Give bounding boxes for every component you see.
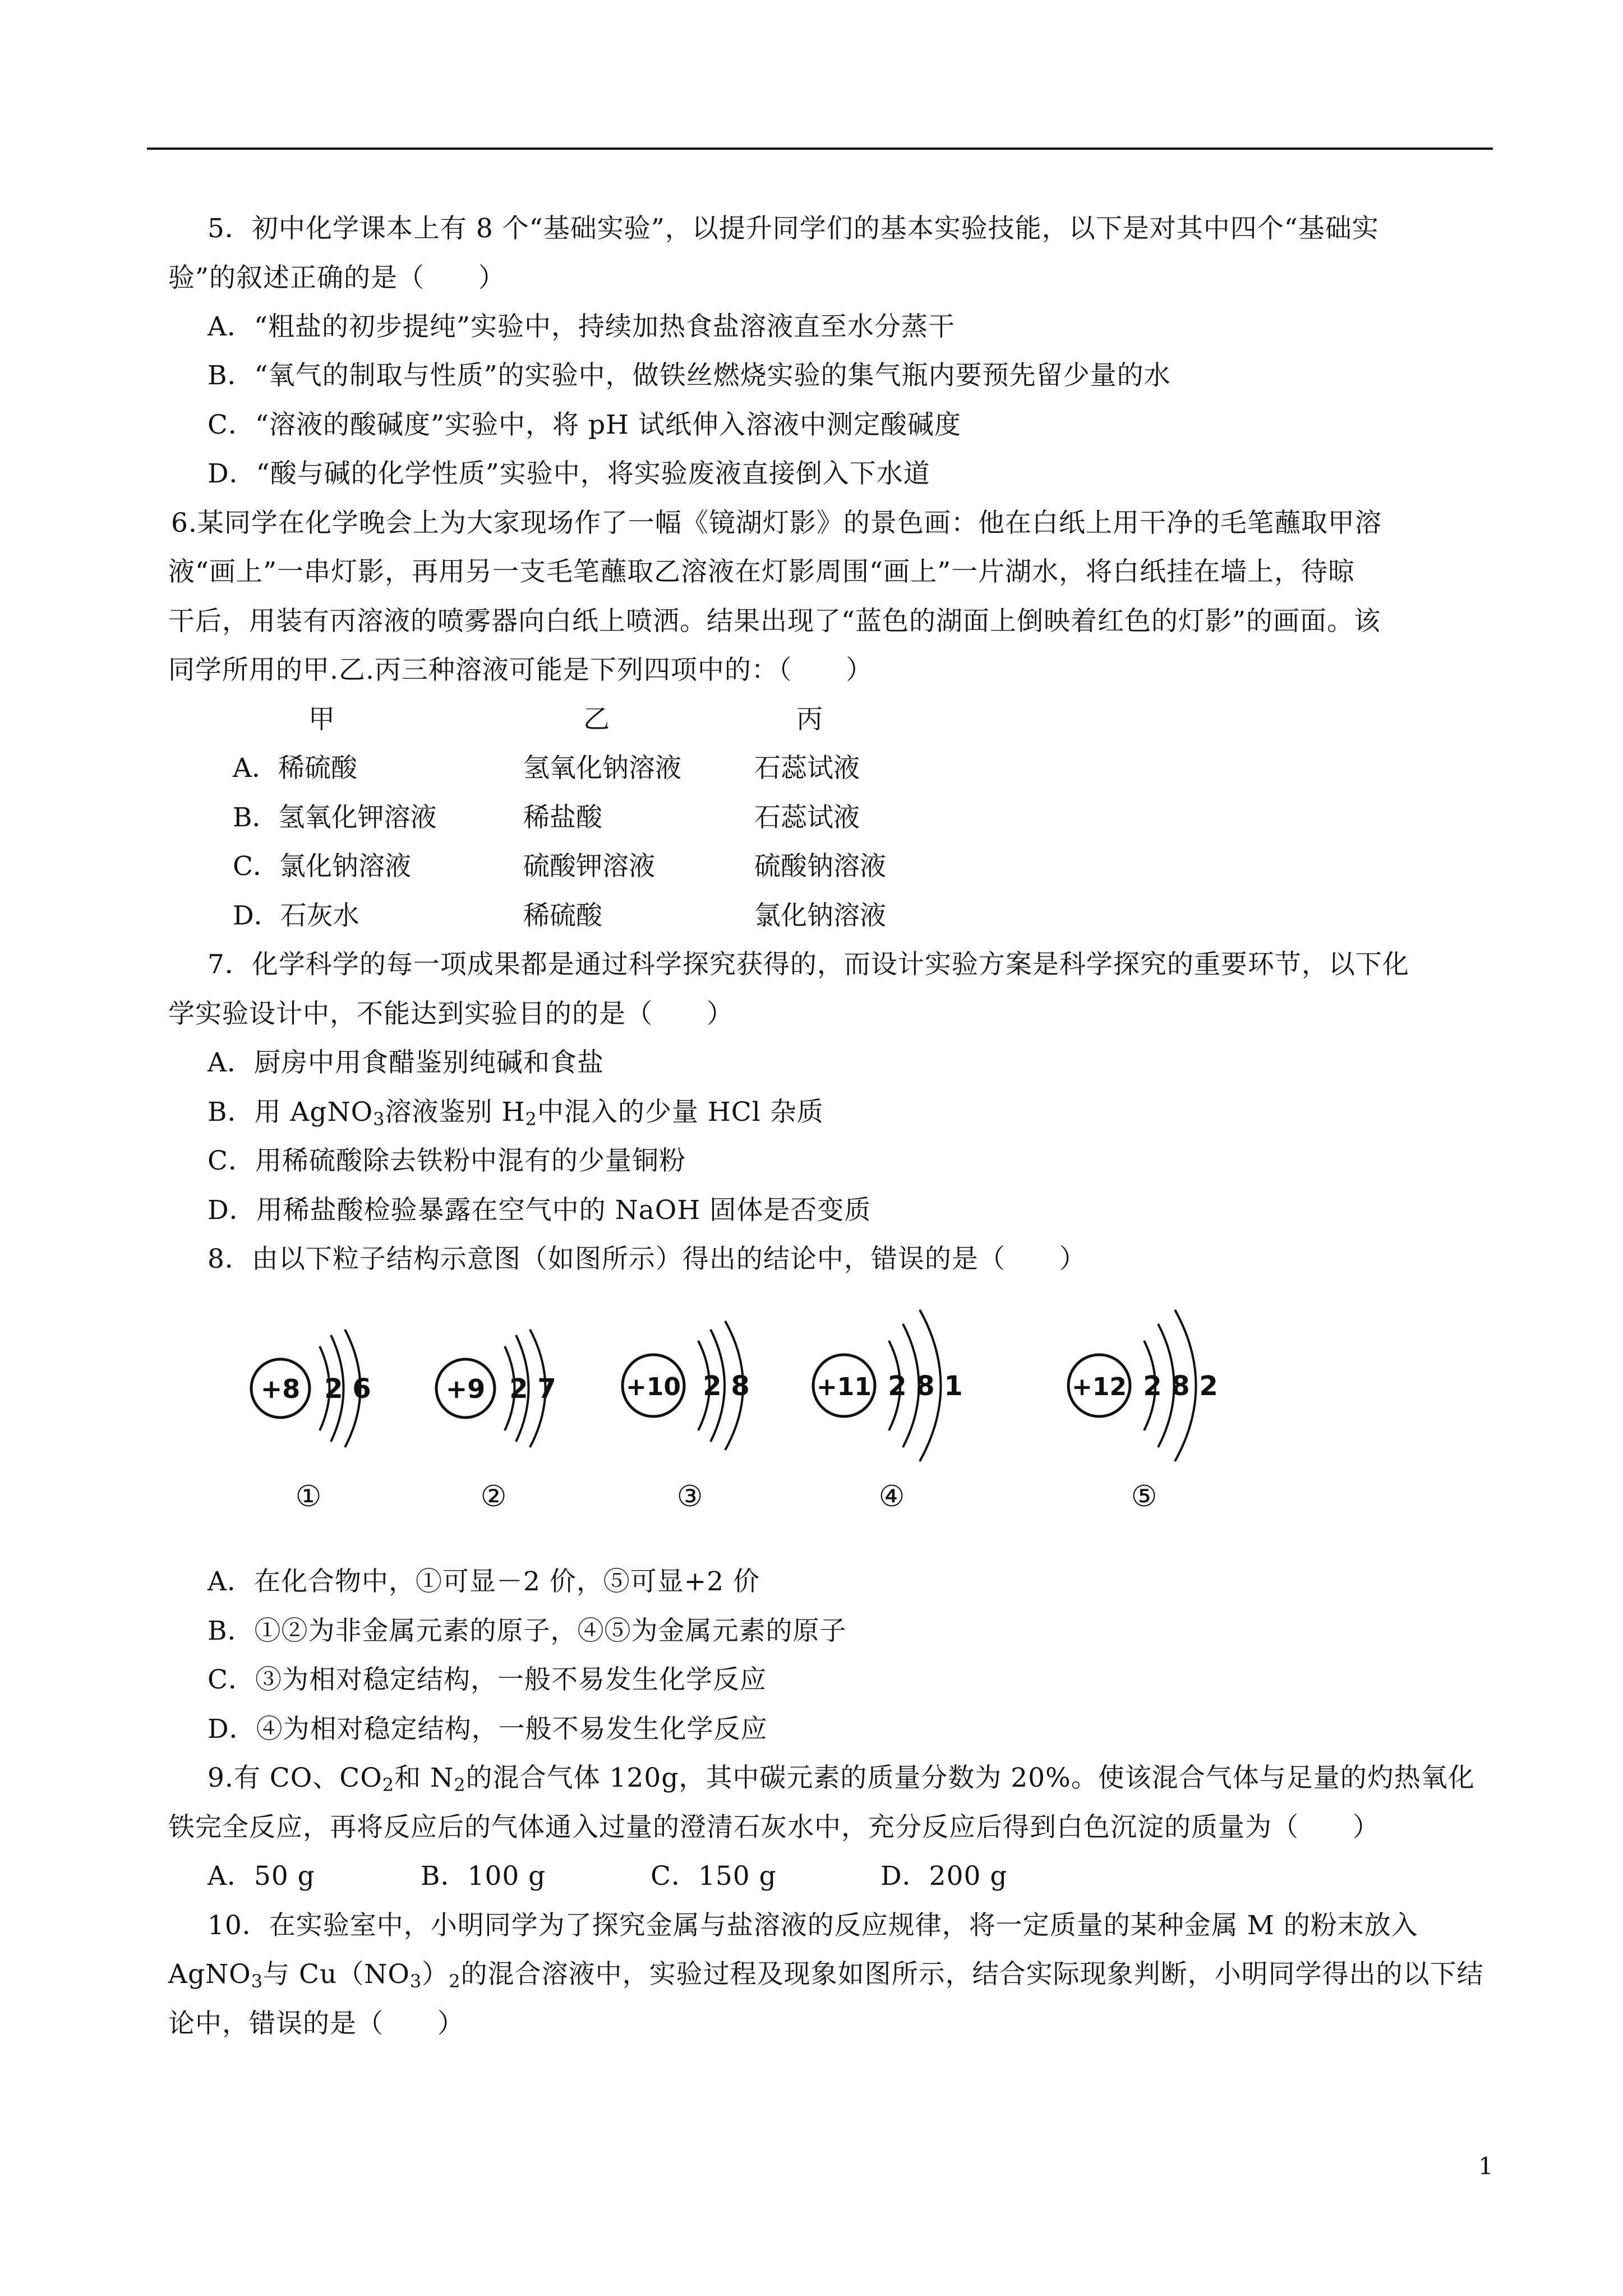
q9-option-d: D．200 g — [880, 1861, 1008, 1892]
q6-stem-4: 同学所用的甲.乙.丙三种溶液可能是下列四项中的：（ ） — [168, 655, 873, 685]
q6-header-bing: 丙 — [796, 704, 823, 735]
q5-option-b: B．“氧气的制取与性质”的实验中，做铁丝燃烧实验的集气瓶内要预先留少量的水 — [208, 360, 1171, 391]
q6-row-c-bing: 硫酸钠溶液 — [754, 851, 886, 882]
q5-option-a: A．“粗盐的初步提纯”实验中，持续加热食盐溶液直至水分蒸干 — [208, 311, 955, 342]
q7-option-a: A．厨房中用食醋鉴别纯碱和食盐 — [208, 1047, 604, 1078]
atom-5-label: ⑤ — [1131, 1480, 1158, 1513]
q6-row-d-yi: 稀硫酸 — [523, 900, 602, 931]
q8-option-a: A．在化合物中，①可显－2 价，⑤可显+2 价 — [208, 1566, 760, 1597]
particle-structure-diagrams — [241, 1307, 1363, 1531]
atom-4-diagram — [813, 1310, 963, 1513]
q6-row-b-bing: 石蕊试液 — [754, 802, 860, 833]
atom-3-nucleus: +10 — [625, 1373, 681, 1401]
q6-stem-1: 6.某同学在化学晚会上为大家现场作了一幅《镜湖灯影》的景色画：他在白纸上用干净的毛笔蘸取甲溶 — [171, 508, 1382, 539]
q7-stem-2: 学实验设计中，不能达到实验目的的是（ ） — [168, 999, 734, 1029]
q5-option-d: D．“酸与碱的化学性质”实验中，将实验废液直接倒入下水道 — [208, 458, 930, 489]
atom-1-nucleus: +8 — [260, 1374, 301, 1404]
q9-option-c: C．150 g — [651, 1861, 777, 1892]
q10-stem-1: 10．在实验室中，小明同学为了探究金属与盐溶液的反应规律，将一定质量的某种金属 M 的粉末放入 — [208, 1910, 1418, 1941]
q6-stem-3: 干后，用装有丙溶液的喷雾器向白纸上喷洒。结果出现了“蓝色的湖面上倒映着红色的灯影”的画面。该 — [168, 606, 1381, 637]
q10-stem-2: AgNO$_3$与 $Cu(NO_3)_2$的混合溶液中，实验过程及现象如图所示，结合实际现象判断，小明同学得出的以下结 — [168, 1959, 1484, 1992]
q6-header-yi: 乙 — [583, 704, 610, 735]
q7-option-d: D．用稀盐酸检验暴露在空气中的 NaOH 固体是否变质 — [208, 1195, 872, 1226]
atom-2-shells: 2 7 — [509, 1373, 556, 1405]
atom-4-shells: 2 8 1 — [888, 1370, 963, 1402]
q6-row-b-yi: 稀盐酸 — [523, 802, 602, 833]
atom-1-shells: 2 6 — [324, 1373, 371, 1405]
q8-stem: 8．由以下粒子结构示意图（如图所示）得出的结论中，错误的是（ ） — [208, 1244, 1086, 1274]
q6-row-d-bing: 氯化钠溶液 — [754, 900, 886, 931]
atom-2-nucleus: +9 — [445, 1374, 486, 1404]
atom-3-label: ③ — [676, 1480, 703, 1513]
q9-option-a: A．50 g — [208, 1861, 315, 1892]
q6-row-a-yi: 氢氧化钠溶液 — [523, 753, 681, 784]
q6-stem-2: 液“画上”一串灯影，再用另一支毛笔蘸取乙溶液在灯影周围“画上”一片湖水，将白纸挂在墙上，待晾 — [168, 556, 1355, 587]
q8-option-c: C．③为相对稳定结构，一般不易发生化学反应 — [208, 1664, 767, 1695]
q6-row-d-jia: D．石灰水 — [233, 900, 359, 931]
atom-2-diagram — [436, 1329, 556, 1513]
q5-stem-1: 5．初中化学课本上有 8 个“基础实验”，以提升同学们的基本实验技能，以下是对其中四个“基础实 — [208, 213, 1379, 244]
q8-option-b: B．①②为非金属元素的原子，④⑤为金属元素的原子 — [208, 1616, 847, 1646]
q9-option-b: B．100 g — [421, 1861, 546, 1892]
atom-2-label: ② — [480, 1480, 507, 1513]
q6-row-c-yi: 硫酸钾溶液 — [523, 851, 655, 882]
header-rule — [147, 148, 1493, 150]
q7-option-c: C．用稀硫酸除去铁粉中混有的少量铜粉 — [208, 1145, 686, 1176]
atom-4-nucleus: +11 — [816, 1373, 872, 1401]
atom-5-nucleus: +12 — [1071, 1373, 1127, 1401]
q5-stem-2: 验”的叙述正确的是（ ） — [168, 263, 506, 293]
atom-5-diagram — [1068, 1310, 1218, 1513]
atom-3-shells: 2 8 — [703, 1370, 750, 1402]
q9-stem-1: 9.有 CO、$CO_2$和 $N_2$的混合气体 120g，其中碳元素的质量分数为 20%。使该混合气体与足量的灼热氧化 — [208, 1763, 1475, 1796]
atom-1-label: ① — [295, 1480, 322, 1513]
q7-option-b: B．用 AgNO$_3$溶液鉴别 $H_2$中混入的少量 HCl 杂质 — [208, 1097, 824, 1130]
q7-stem-1: 7．化学科学的每一项成果都是通过科学探究获得的，而设计实验方案是科学探究的重要环节，以下化 — [208, 949, 1409, 980]
atom-4-label: ④ — [878, 1480, 905, 1513]
q10-stem-3: 论中，错误的是（ ） — [168, 2008, 464, 2039]
atom-5-shells: 2 8 2 — [1143, 1370, 1218, 1402]
q5-option-c: C．“溶液的酸碱度”实验中，将 pH 试纸伸入溶液中测定酸碱度 — [208, 409, 961, 440]
q6-row-a-bing: 石蕊试液 — [754, 753, 860, 784]
q6-row-a-jia: A．稀硫酸 — [233, 753, 357, 784]
atom-1-diagram — [251, 1329, 371, 1513]
page-number: 1 — [1478, 2152, 1493, 2180]
q8-option-d: D．④为相对稳定结构，一般不易发生化学反应 — [208, 1714, 768, 1745]
q6-row-c-jia: C．氯化钠溶液 — [233, 851, 411, 882]
q6-header-jia: 甲 — [308, 704, 335, 735]
q9-stem-2: 铁完全反应，再将反应后的气体通入过量的澄清石灰水中，充分反应后得到白色沉淀的质量为（ ） — [168, 1812, 1380, 1843]
q6-row-b-jia: B．氢氧化钾溶液 — [233, 802, 437, 833]
atom-3-diagram — [623, 1321, 750, 1513]
